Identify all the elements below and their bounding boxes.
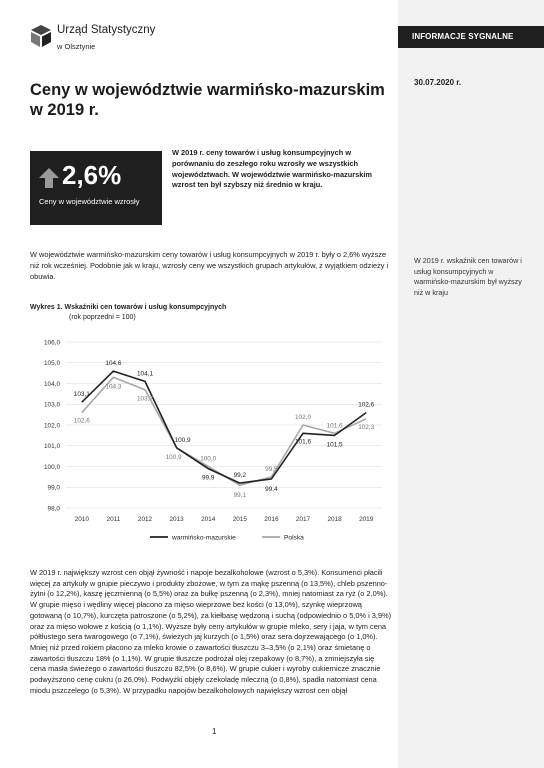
data-label: 99,1	[233, 492, 247, 500]
y-tick-label: 102,0	[44, 422, 60, 430]
data-label: 102,6	[358, 401, 375, 409]
data-label: 102,0	[295, 414, 311, 421]
data-label: 101,6	[295, 438, 311, 446]
kpi-value: 2,6%	[62, 160, 122, 190]
x-tick-label: 2018	[327, 516, 342, 523]
document-type-tag: INFORMACJE SYGNALNE	[398, 26, 544, 48]
data-label: 101,5	[326, 441, 343, 449]
page-title: Ceny w województwie warmińsko-mazurskim w 2019 r.	[30, 81, 385, 119]
statistics-office-logo-icon	[30, 24, 52, 48]
x-tick-label: 2019	[359, 516, 374, 523]
y-tick-label: 106,0	[44, 339, 60, 347]
data-label: 104,6	[105, 360, 122, 368]
y-tick-label: 104,0	[44, 380, 60, 388]
x-tick-label: 2015	[232, 516, 247, 523]
organization-name: Urząd Statystyczny	[57, 24, 156, 36]
chart-subtitle: (rok poprzedni = 100)	[69, 314, 136, 321]
data-label: 100,0	[200, 455, 217, 463]
legend-label: warmińsko-mazurskie	[172, 534, 236, 542]
kpi-box	[30, 151, 162, 225]
kpi-label: Ceny w województwie wzrosły	[39, 197, 140, 206]
data-label: 100,9	[165, 453, 182, 461]
right-sidebar	[398, 0, 544, 768]
data-label: 104,3	[105, 383, 122, 391]
data-label: 99,2	[233, 472, 247, 480]
y-tick-label: 103,0	[44, 401, 60, 409]
page-number: 1	[212, 727, 217, 736]
y-tick-label: 101,0	[44, 443, 60, 451]
organization-branch: w Olsztynie	[57, 42, 96, 51]
y-tick-label: 100,0	[44, 463, 60, 471]
chart-title: Wykres 1. Wskaźniki cen towarów i usług konsumpcyjnych	[30, 304, 227, 311]
x-tick-label: 2012	[137, 516, 153, 523]
price-index-line-chart	[30, 330, 392, 552]
data-label: 104,1	[137, 370, 153, 378]
y-tick-label: 99,0	[47, 484, 60, 492]
x-tick-label: 2013	[169, 516, 184, 523]
x-tick-label: 2014	[201, 516, 216, 523]
data-label: 99,5	[265, 465, 278, 473]
body-paragraph: W 2019 r. największy wzrost cen objął żywność i napoje bezalkoholowe (wzrost o 5,3%). Konsumenci płacili więcej za artykuły w grupie pieczywo i produkty zbożowe, w tym za mąkę pszenną (o 13,5%), chleb pszenno-żytni (o 12,2%), kaszę jęczmienną (o 5,5%) oraz za bułkę pszenną (o 2,3%), mniej natomiast za ryż (o 2,0%). W grupie mięso i wędliny więcej płacono za mięso wieprzowe bez kości (o 13,0%), szynkę wieprzową gotowaną (o 10,7%), kurczęta patroszone (o 5,2%), za kiełbasę wędzoną i suchą (odpowiednio o 5,0% i 3,9%) oraz za mięso wołowe z kością (o 1,1%). Wyższe były ceny artykułów w grupie mleko, sery i jaja, w tym cena półtłustego sera twarogowego (o 7,1%), świeżych jaj kurzych (o 1,5%) oraz sera dojrzewającego (o 1,0%). Mniej niż przed rokiem płacono za mleko krowie o zawartości tłuszczu 3–3,5% (o 2,1%) oraz śmietanę o zawartości tłuszczu 18% (o 1,1%). W grupie tłuszcze podrożał olej rzepakowy (o 8,7%), a zmniejszyła się cena masła świeżego o zawartości tłuszczu 82,5% (o 8,6%). W grupie cukier i wyroby cukiernicze znacznie podwyższono cenę cukru (o 26,0%). Podwyżki objęły czekoladę mleczną (o 0,8%), spadła natomiast cena miodu pszczelego (o 5,3%). W przypadku napojów bezalkoholowych największy wzrost cen objął	[30, 568, 392, 695]
x-tick-label: 2016	[264, 516, 279, 523]
sidebar-note: W 2019 r. wskaźnik cen towarów i usług konsumpcyjnych w warmińsko-mazurskim był wyższy niż w kraju	[414, 256, 522, 297]
x-tick-label: 2010	[74, 516, 89, 523]
x-tick-label: 2011	[106, 516, 121, 523]
intro-paragraph: W województwie warmińsko-mazurskim ceny towarów i usług konsumpcyjnych w 2019 r. były o 2,6% wyższe niż rok wcześniej. Podobnie jak w kraju, wzrosły ceny we wszystkich grupach artykułów, z wyjątkiem odzieży i obuwia.	[30, 250, 389, 281]
data-label: 102,3	[358, 423, 375, 431]
data-label: 101,6	[326, 422, 343, 430]
arrow-up-icon	[38, 167, 60, 189]
series-line-national	[82, 377, 366, 485]
data-label: 100,9	[174, 436, 191, 444]
data-label: 102,6	[73, 417, 90, 425]
data-label: 103,1	[73, 391, 90, 399]
data-label: 99,9	[201, 474, 215, 482]
x-tick-label: 2017	[295, 516, 311, 523]
data-label: 103,7	[137, 395, 153, 403]
legend-label: Polska	[284, 534, 304, 542]
publication-date: 30.07.2020 r.	[414, 78, 462, 87]
y-tick-label: 98,0	[47, 505, 60, 513]
y-tick-label: 105,0	[44, 360, 60, 368]
data-label: 99,4	[265, 485, 278, 493]
lead-paragraph: W 2019 r. ceny towarów i usług konsumpcyjnych w porównaniu do zeszłego roku wzrosły we wszystkich województwach. W województwie warmińsko-mazurskim wzrost ten był szybszy niż średnio w kraju.	[172, 148, 372, 190]
